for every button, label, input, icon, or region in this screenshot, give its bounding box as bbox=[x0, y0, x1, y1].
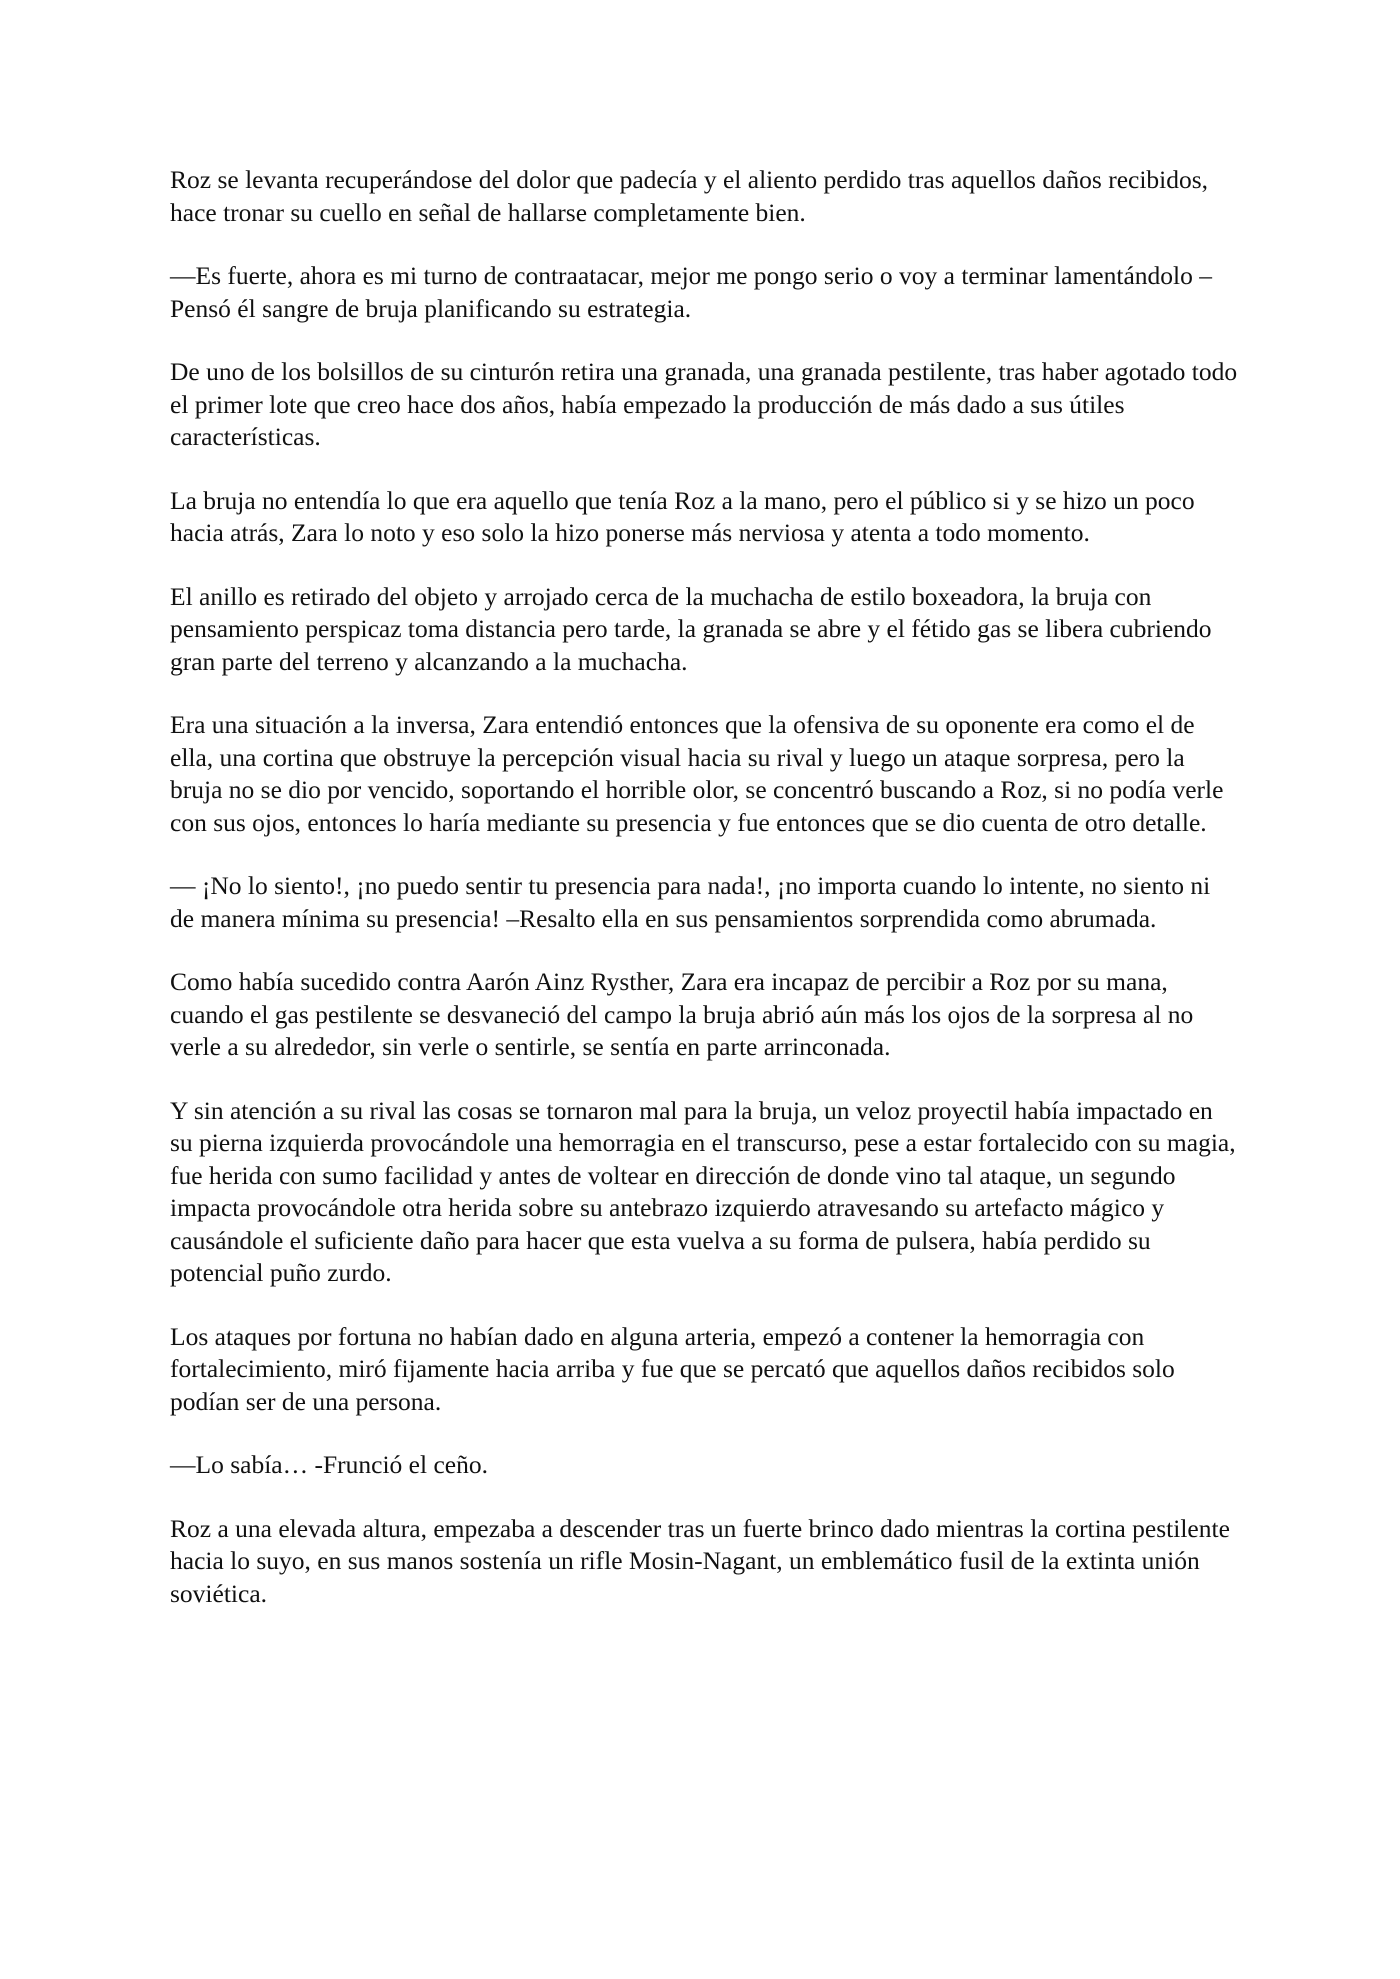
paragraph-12: Roz a una elevada altura, empezaba a descender tras un fuerte brinco dado mientras la cortina pestilente hacia lo suyo, en sus manos sostenía un rifle Mosin-Nagant, un emblemático fusil de la extinta unión soviética. bbox=[170, 1513, 1230, 1608]
paragraph-3: De uno de los bolsillos de su cinturón retira una granada, una granada pestilente, tras haber agotado todo el primer lote que creo hace dos años, había empezado la producción de más dado a sus útiles características. bbox=[170, 357, 1238, 451]
text-body bbox=[170, 164, 1240, 1610]
paragraph-6: Era una situación a la inversa, Zara entendió entonces que la ofensiva de su oponente era como el de ella, una cortina que obstruye la percepción visual hacia su rival y luego un ataque sorpresa, pero la bruja no se dio por vencido, soportando el horrible olor, se concentró buscando a Roz, si no podía verle con sus ojos, entonces lo haría mediante su presencia y fue entonces que se dio cuenta de otro detalle. bbox=[170, 710, 1224, 837]
paragraph-9: Y sin atención a su rival las cosas se tornaron mal para la bruja, un veloz proyectil había impactado en su pierna izquierda provocándole una hemorragia en el transcurso, pese a estar fortalecido con su magia, fue herida con sumo facilidad y antes de voltear en dirección de donde vino tal ataque, un segundo impacta provocándole otra herida sobre su antebrazo izquierdo atravesando su artefacto mágico y causándole el suficiente daño para hacer que esta vuelva a su forma de pulsera, había perdido su potencial puño zurdo. bbox=[170, 1095, 1236, 1287]
paragraph-7: — ¡No lo siento!, ¡no puedo sentir tu presencia para nada!, ¡no importa cuando lo intente, no siento ni de manera mínima su presencia! –Resalto ella en sus pensamientos sorprendida como abrumada. bbox=[170, 871, 1211, 933]
paragraph-2: —Es fuerte, ahora es mi turno de contraatacar, mejor me pongo serio o voy a terminar lamentándolo –Pensó él sangre de bruja planificando su estrategia. bbox=[170, 261, 1212, 323]
paragraph-4: La bruja no entendía lo que era aquello que tenía Roz a la mano, pero el público si y se hizo un poco hacia atrás, Zara lo noto y eso solo la hizo ponerse más nerviosa y atenta a todo momento. bbox=[170, 485, 1195, 547]
paragraph-8: Como había sucedido contra Aarón Ainz Rysther, Zara era incapaz de percibir a Roz por su mana, cuando el gas pestilente se desvaneció del campo la bruja abrió aún más los ojos de la sorpresa al no verle a su alrededor, sin verle o sentirle, se sentía en parte arrinconada. bbox=[170, 967, 1194, 1061]
paragraph-5: El anillo es retirado del objeto y arrojado cerca de la muchacha de estilo boxeadora, la bruja con pensamiento perspicaz toma distancia pero tarde, la granada se abre y el fétido gas se libera cubriendo gran parte del terreno y alcanzando a la muchacha. bbox=[170, 581, 1212, 676]
paragraph-1: Roz se levanta recuperándose del dolor que padecía y el aliento perdido tras aquellos daños recibidos, hace tronar su cuello en señal de hallarse completamente bien. bbox=[170, 165, 1209, 227]
paragraph-11: —Lo sabía… -Frunció el ceño. bbox=[170, 1450, 488, 1479]
paragraph-10: Los ataques por fortuna no habían dado en alguna arteria, empezó a contener la hemorragia con fortalecimiento, miró fijamente hacia arriba y fue que se percató que aquellos daños recibidos solo podían ser de una persona. bbox=[170, 1321, 1175, 1416]
